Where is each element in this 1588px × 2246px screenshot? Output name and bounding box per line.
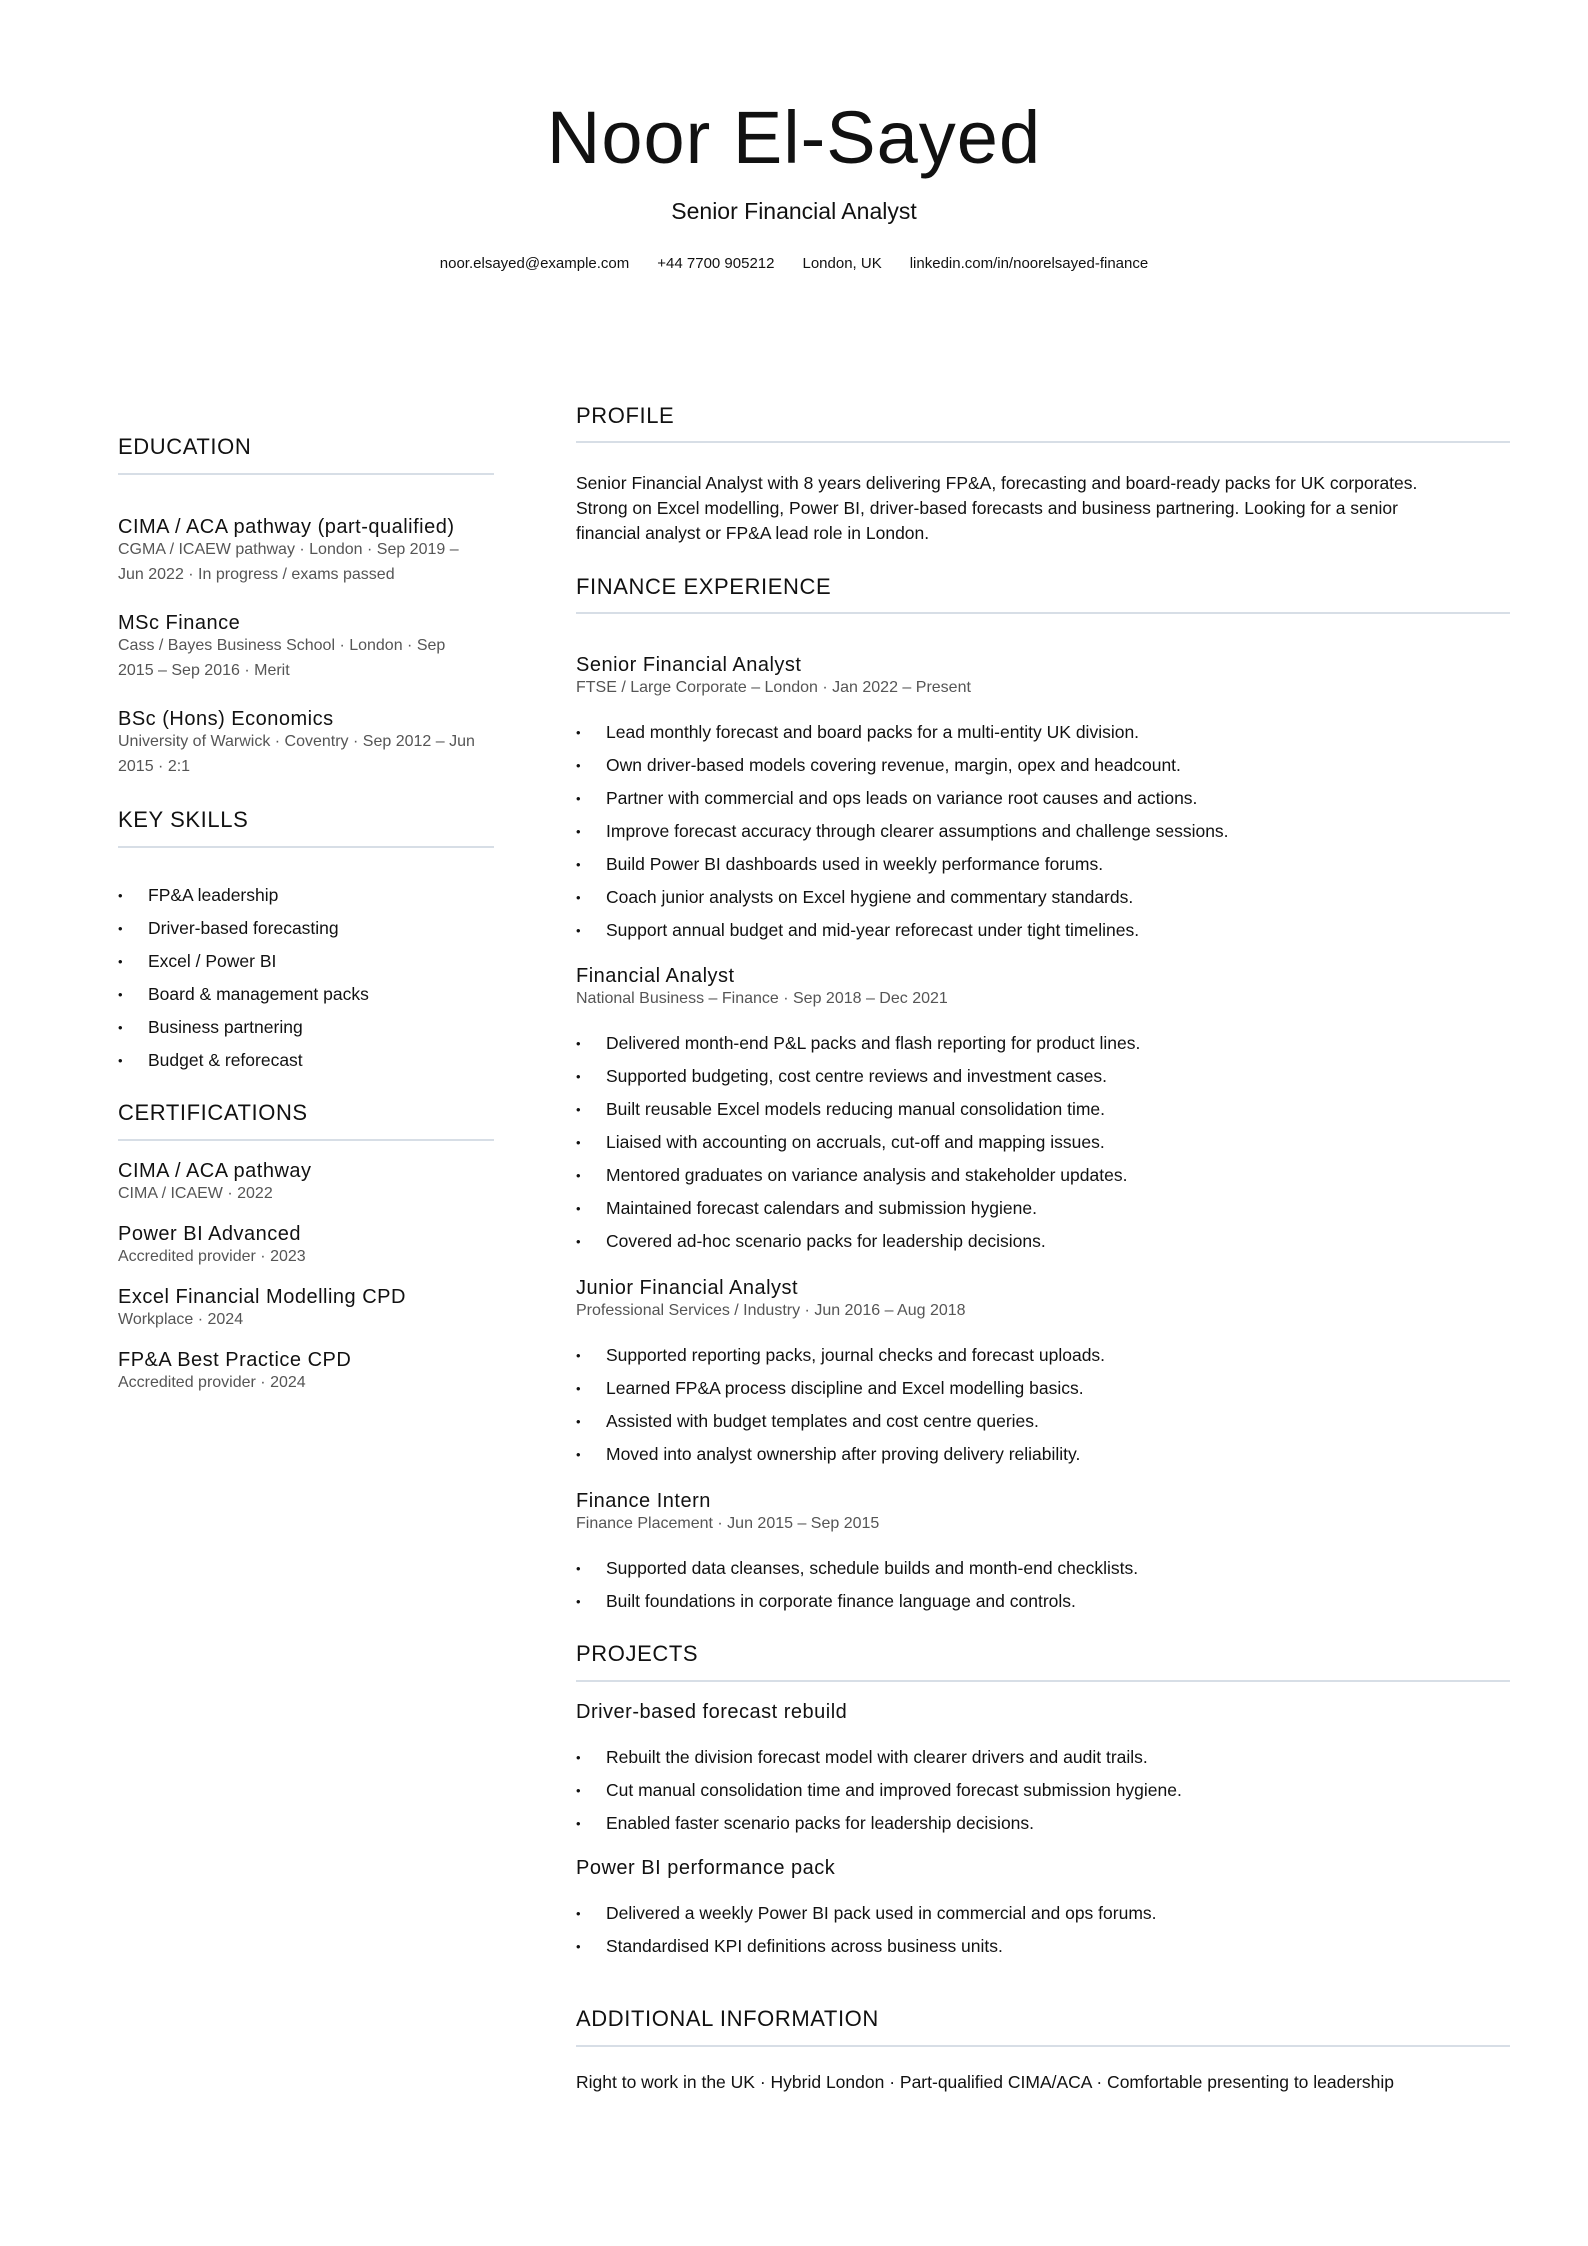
job-bullet: • Learned FP&A process discipline and Excel modelling basics. <box>576 1372 1105 1405</box>
profile-line: Senior Financial Analyst with 8 years delivering FP&A, forecasting and board-ready packs for UK corporates. <box>576 473 1418 493</box>
certification-name: FP&A Best Practice CPD <box>118 1349 352 1371</box>
job-title: Finance Intern <box>576 1490 711 1512</box>
contact-phone: +44 7700 905212 <box>657 255 775 272</box>
education-meta: Cass / Bayes Business School · London · Sep <box>118 637 446 654</box>
project-bullet: • Cut manual consolidation time and improved forecast submission hygiene. <box>576 1774 1182 1807</box>
contact-linkedin: linkedin.com/in/noorelsayed-finance <box>909 255 1149 272</box>
skill-item: • Board & management packs <box>118 978 369 1011</box>
education-meta: 2015 – Sep 2016 · Merit <box>118 662 290 679</box>
project-bullet: • Delivered a weekly Power BI pack used in commercial and ops forums. <box>576 1897 1157 1930</box>
contact-line <box>0 254 1588 274</box>
skill-item: • FP&A leadership <box>118 879 369 912</box>
job-bullet: • Supported data cleanses, schedule builds and month-end checklists. <box>576 1552 1138 1585</box>
profile-line: financial analyst or FP&A lead role in London. <box>576 523 930 543</box>
section-title-skills: KEY SKILLS <box>118 807 249 832</box>
skill-item: • Excel / Power BI <box>118 945 369 978</box>
job-bullet: • Delivered month-end P&L packs and flash reporting for product lines. <box>576 1027 1140 1060</box>
section-title-education: EDUCATION <box>118 434 252 459</box>
project-bullet: • Rebuilt the division forecast model with clearer drivers and audit trails. <box>576 1741 1182 1774</box>
job-bullets <box>576 716 1229 947</box>
candidate-name: Noor El-Sayed <box>546 96 1042 179</box>
project-title: Driver-based forecast rebuild <box>576 1701 848 1723</box>
job-title: Junior Financial Analyst <box>576 1277 799 1299</box>
education-meta: CGMA / ICAEW pathway · London · Sep 2019 – <box>118 541 459 558</box>
education-degree: CIMA / ACA pathway (part-qualified) <box>118 516 455 538</box>
job-bullet: • Maintained forecast calendars and submission hygiene. <box>576 1192 1140 1225</box>
contact-email: noor.elsayed@example.com <box>439 255 630 272</box>
job-bullet: • Partner with commercial and ops leads on variance root causes and actions. <box>576 782 1229 815</box>
job-title: Financial Analyst <box>576 965 735 987</box>
skill-item: • Budget & reforecast <box>118 1044 369 1077</box>
skills-list <box>118 879 369 1077</box>
contact-location: London, UK <box>802 255 882 272</box>
section-title-additional: ADDITIONAL INFORMATION <box>576 2006 879 2031</box>
section-divider <box>576 441 1510 443</box>
education-degree: BSc (Hons) Economics <box>118 708 334 730</box>
job-meta: National Business – Finance · Sep 2018 – Dec 2021 <box>576 990 948 1007</box>
job-bullet: • Support annual budget and mid-year reforecast under tight timelines. <box>576 914 1229 947</box>
skill-item: • Business partnering <box>118 1011 369 1044</box>
section-title-profile: PROFILE <box>576 403 675 428</box>
education-degree: MSc Finance <box>118 612 241 634</box>
job-bullet: • Lead monthly forecast and board packs for a multi-entity UK division. <box>576 716 1229 749</box>
project-bullets <box>576 1897 1157 1963</box>
section-divider <box>576 1680 1510 1682</box>
job-bullets <box>576 1027 1140 1258</box>
education-meta: 2015 · 2:1 <box>118 758 191 775</box>
job-meta: FTSE / Large Corporate – London · Jan 2022 – Present <box>576 679 971 696</box>
section-divider <box>576 612 1510 614</box>
job-bullet: • Covered ad-hoc scenario packs for leadership decisions. <box>576 1225 1140 1258</box>
certification-name: CIMA / ACA pathway <box>118 1160 312 1182</box>
job-bullet: • Build Power BI dashboards used in weekly performance forums. <box>576 848 1229 881</box>
additional-info-text: Right to work in the UK · Hybrid London · Part-qualified CIMA/ACA · Comfortable presenting to leadership <box>576 2072 1395 2092</box>
section-divider <box>576 2045 1510 2047</box>
candidate-role: Senior Financial Analyst <box>671 198 917 224</box>
certification-meta: Workplace · 2024 <box>118 1311 244 1328</box>
section-title-experience: FINANCE EXPERIENCE <box>576 574 832 599</box>
job-bullet: • Supported budgeting, cost centre reviews and investment cases. <box>576 1060 1140 1093</box>
profile-line: Strong on Excel modelling, Power BI, driver-based forecasts and business partnering. Looking for a senior <box>576 498 1398 518</box>
job-bullet: • Mentored graduates on variance analysis and stakeholder updates. <box>576 1159 1140 1192</box>
job-bullet: • Own driver-based models covering revenue, margin, opex and headcount. <box>576 749 1229 782</box>
job-bullet: • Improve forecast accuracy through clearer assumptions and challenge sessions. <box>576 815 1229 848</box>
job-bullet: • Supported reporting packs, journal checks and forecast uploads. <box>576 1339 1105 1372</box>
certification-meta: Accredited provider · 2024 <box>118 1374 306 1391</box>
job-meta: Professional Services / Industry · Jun 2016 – Aug 2018 <box>576 1302 966 1319</box>
certification-meta: Accredited provider · 2023 <box>118 1248 306 1265</box>
skill-item: • Driver-based forecasting <box>118 912 369 945</box>
education-meta: Jun 2022 · In progress / exams passed <box>118 566 395 583</box>
job-bullets <box>576 1339 1105 1471</box>
project-title: Power BI performance pack <box>576 1857 836 1879</box>
section-title-projects: PROJECTS <box>576 1641 699 1666</box>
project-bullets <box>576 1741 1182 1840</box>
project-bullet: • Standardised KPI definitions across business units. <box>576 1930 1157 1963</box>
job-bullet: • Moved into analyst ownership after proving delivery reliability. <box>576 1438 1105 1471</box>
job-bullet: • Coach junior analysts on Excel hygiene and commentary standards. <box>576 881 1229 914</box>
section-title-certifications: CERTIFICATIONS <box>118 1100 308 1125</box>
job-meta: Finance Placement · Jun 2015 – Sep 2015 <box>576 1515 880 1532</box>
section-divider <box>118 846 494 848</box>
project-bullet: • Enabled faster scenario packs for leadership decisions. <box>576 1807 1182 1840</box>
education-meta: University of Warwick · Coventry · Sep 2012 – Jun <box>118 733 475 750</box>
job-bullets <box>576 1552 1138 1618</box>
certification-name: Excel Financial Modelling CPD <box>118 1286 406 1308</box>
section-divider <box>118 473 494 475</box>
job-bullet: • Built foundations in corporate finance language and controls. <box>576 1585 1138 1618</box>
job-bullet: • Liaised with accounting on accruals, cut-off and mapping issues. <box>576 1126 1140 1159</box>
job-bullet: • Built reusable Excel models reducing manual consolidation time. <box>576 1093 1140 1126</box>
job-title: Senior Financial Analyst <box>576 654 802 676</box>
job-bullet: • Assisted with budget templates and cost centre queries. <box>576 1405 1105 1438</box>
certification-meta: CIMA / ICAEW · 2022 <box>118 1185 273 1202</box>
certification-name: Power BI Advanced <box>118 1223 302 1245</box>
section-divider <box>118 1139 494 1141</box>
